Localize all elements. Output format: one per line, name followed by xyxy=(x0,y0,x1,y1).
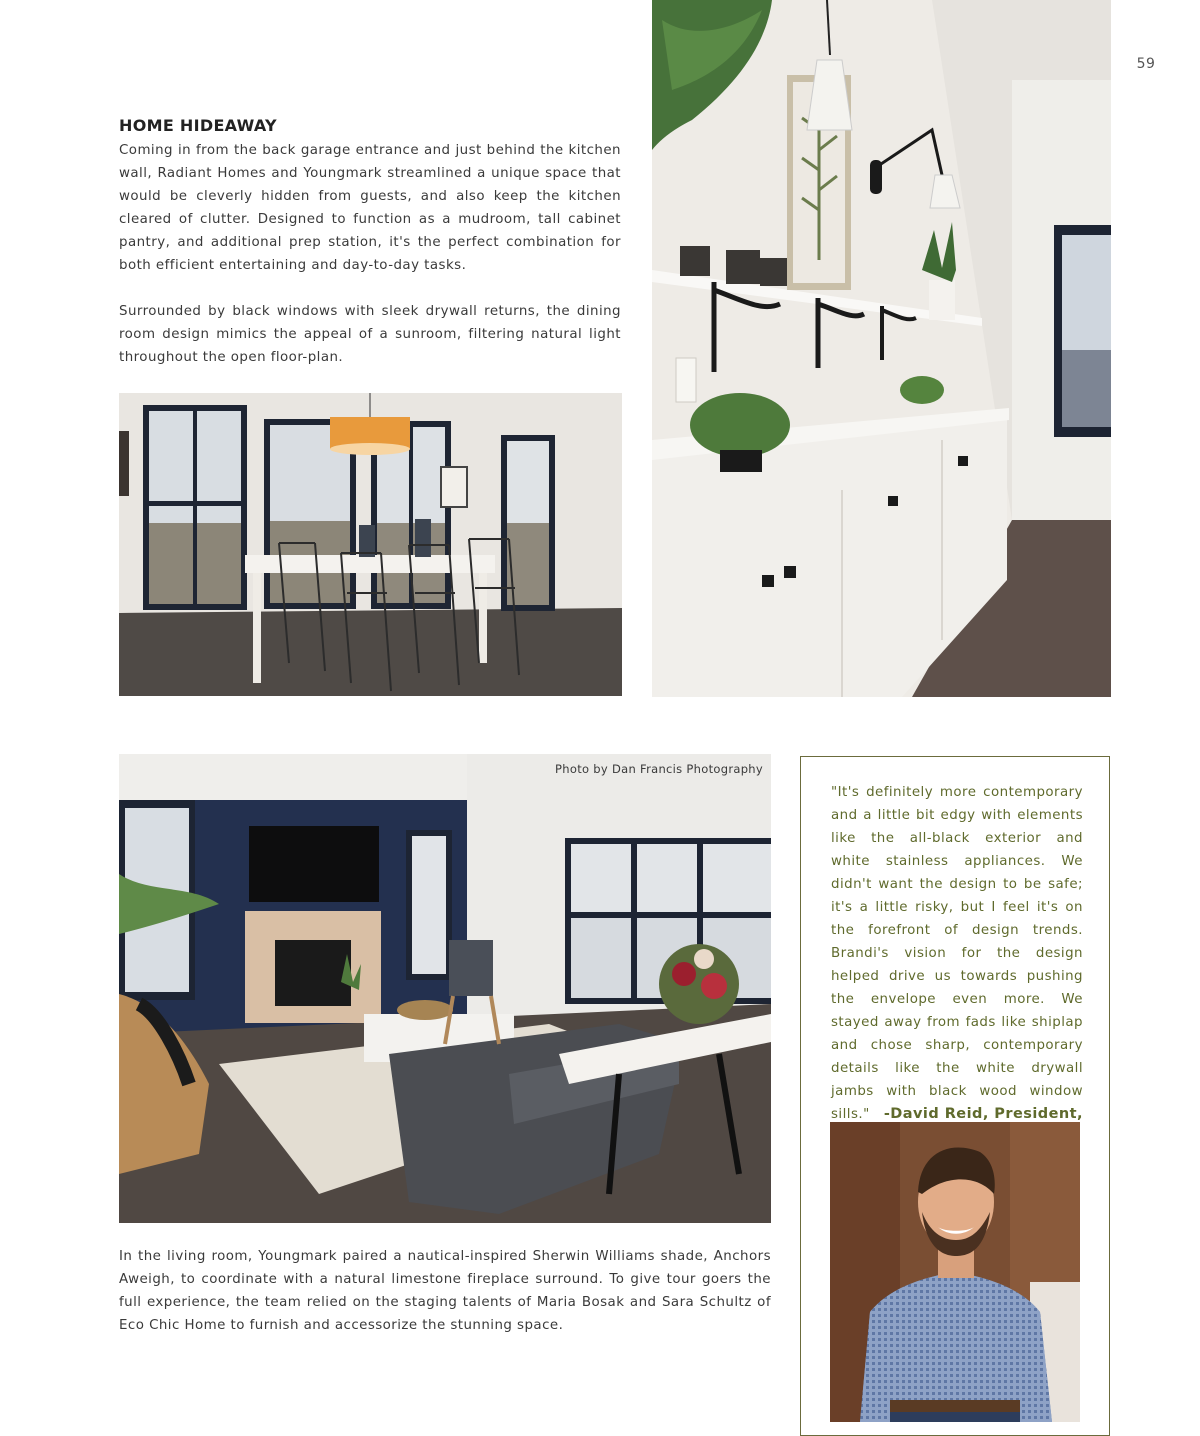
david-reid-portrait xyxy=(830,1122,1080,1422)
body-paragraph-living-room: In the living room, Youngmark paired a nautical-inspired Sherwin Williams shade, Anchors Aweigh, to coordinate with a natural limestone fireplace surround. To give tour goers the full experience, the team relied on the staging talents of Maria Bosak and Sara Schultz of Eco Chic Home to furnish and accessorize the stunning space. xyxy=(119,1249,771,1333)
section-title: HOME HIDEAWAY xyxy=(119,116,277,135)
photo-credit: Photo by Dan Francis Photography xyxy=(555,762,763,776)
body-paragraph-mudroom: Coming in from the back garage entrance and just behind the kitchen wall, Radiant Homes and Youngmark streamlined a unique space that would be cleverly hidden from guests, and also keep the kitchen cleared of clutter. Designed to function as a mudroom, tall cabinet pantry, and additional prep station, it's the perfect combination for both efficient entertaining and day-to-day tasks. xyxy=(119,143,621,273)
living-room-photo xyxy=(119,754,771,1223)
pull-quote-text: "It's definitely more contemporary and a little bit edgy with elements like the all-black exterior and white stainless appliances. We didn't want the design to be safe; it's a little risky, but I feel it's on the forefront of design trends. Brandi's vision for the design helped drive us towards pushing the envelope even more. We stayed away from fads like shiplap and chose sharp, contemporary details like the white drywall jambs with black wood window sills." xyxy=(831,785,1083,1122)
body-paragraph-dining: Surrounded by black windows with sleek drywall returns, the dining room design mimics the appeal of a sunroom, filtering natural light throughout the open floor-plan. xyxy=(119,304,621,365)
quote-attribution: -David Reid, President, xyxy=(883,1106,1083,1122)
pull-quote xyxy=(831,781,1083,1149)
dining-room-photo xyxy=(119,393,622,696)
page-number: 59 xyxy=(1136,56,1156,72)
mudroom-pantry-photo xyxy=(652,0,1111,697)
